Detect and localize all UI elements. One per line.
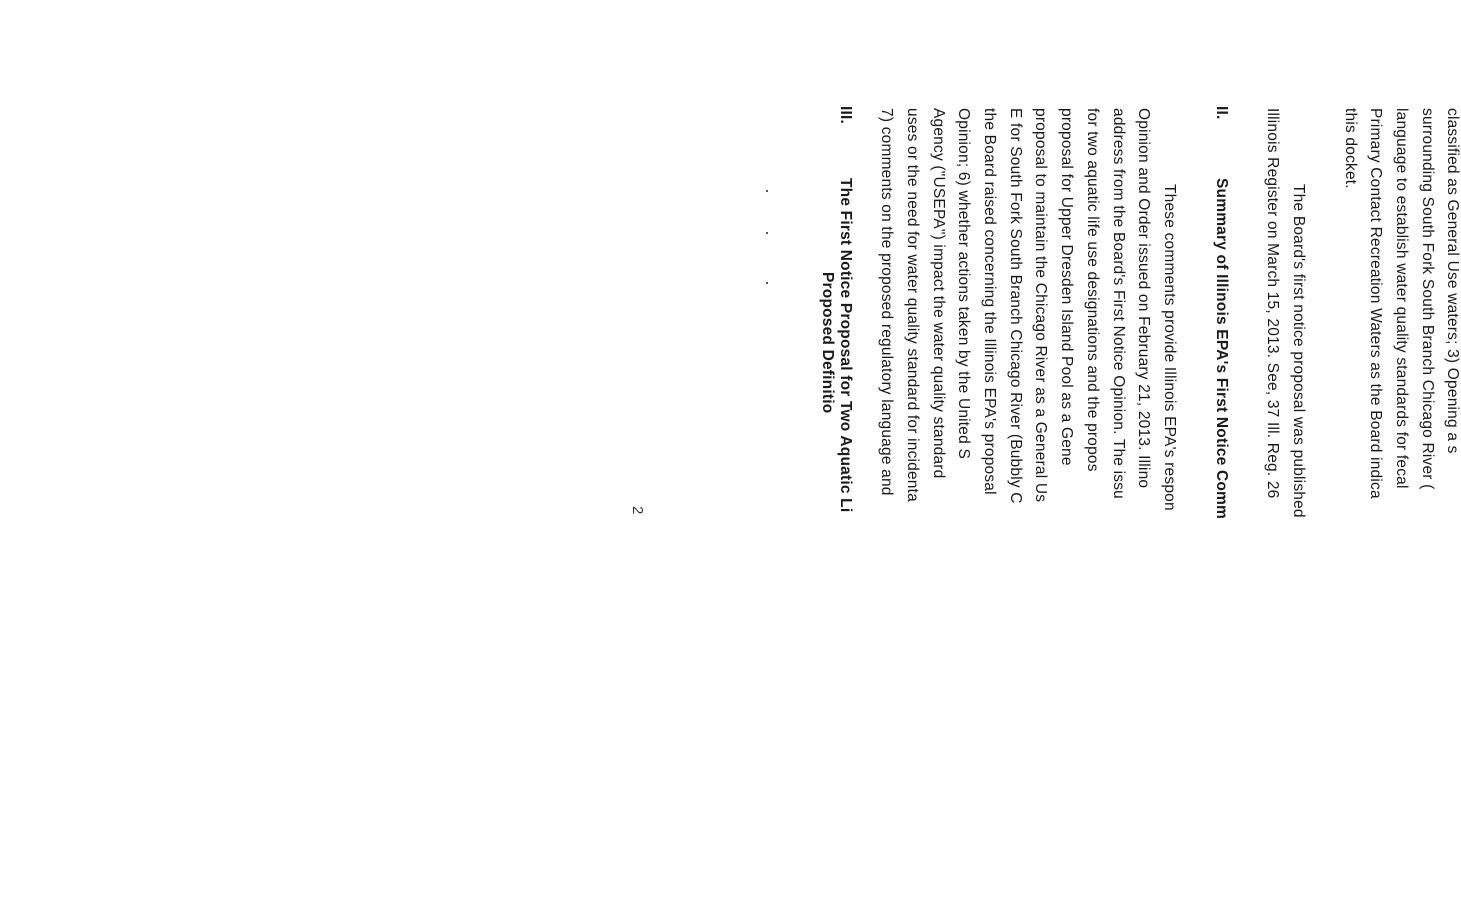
- body-line: Primary Contact Recreation Waters as the Board indica: [1367, 108, 1384, 499]
- body-line: address from the Board's First Notice Opinion. The issu: [1110, 108, 1127, 499]
- body-line: 7) comments on the proposed regulatory language and: [878, 108, 895, 496]
- body-line: proposal to maintain the Chicago River as a General Us: [1032, 108, 1049, 503]
- body-line: surrounding South Fork South Branch Chicago River (: [1419, 108, 1436, 490]
- body-line: The Board's first notice proposal was published: [1290, 184, 1307, 518]
- page-number: 2: [629, 506, 646, 515]
- scan-speck: [766, 232, 768, 234]
- body-line: proposal for Upper Dresden Island Pool as a Gene: [1058, 108, 1075, 466]
- section-heading-iii-cont: Proposed Definitio: [819, 272, 836, 414]
- body-line: Opinion; 6) whether actions taken by the United S: [955, 108, 972, 459]
- body-line: Agency ("USEPA") impact the water quality standard: [930, 108, 947, 479]
- scan-speck: [766, 282, 768, 284]
- body-line: this docket.: [1342, 108, 1359, 189]
- body-line: E for South Fork South Branch Chicago River (Bubbly C: [1007, 108, 1024, 504]
- section-heading-ii: Summary of Illinois EPA's First Notice Comm: [1213, 178, 1230, 520]
- section-number-iii: III.: [837, 106, 854, 125]
- body-line: Opinion and Order issued on February 21, 2013. Illino: [1135, 108, 1152, 489]
- body-line: uses or the need for water quality standard for incidenta: [904, 108, 921, 502]
- body-line: the Board raised concerning the Illinois EPA's proposal: [981, 108, 998, 495]
- body-line: language to establish water quality standards for fecal: [1393, 108, 1410, 489]
- body-line: Illinois Register on March 15, 2013. See, 37 Ill. Reg. 26: [1264, 108, 1281, 499]
- scan-speck: [766, 190, 768, 192]
- section-heading-iii: The First Notice Proposal for Two Aquatic Li: [837, 178, 854, 513]
- body-line: for two aquatic life use designations and the propos: [1084, 108, 1101, 472]
- section-number-ii: II.: [1213, 106, 1230, 120]
- body-line: These comments provide Illinois EPA's respon: [1161, 184, 1178, 511]
- body-line: classified as General Use waters; 3) Opening a s: [1444, 108, 1461, 454]
